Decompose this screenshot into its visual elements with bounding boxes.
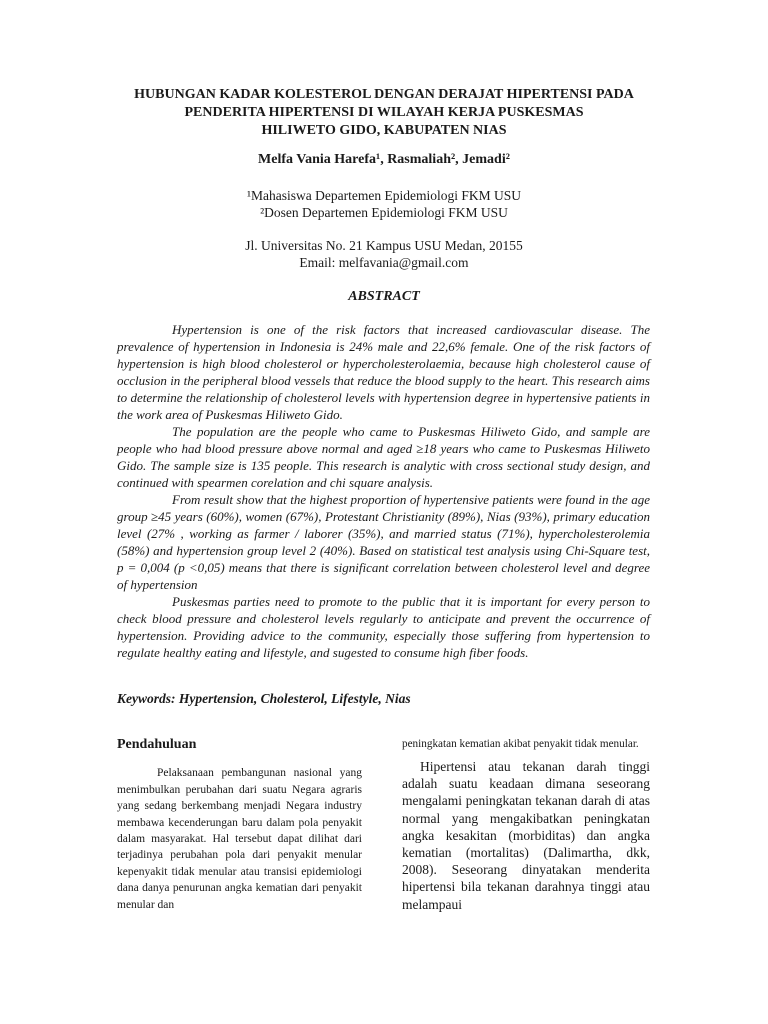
affiliation-1: ¹Mahasiswa Departemen Epidemiologi FKM USU	[246, 188, 521, 203]
abstract-paragraph-3: From result show that the highest proportion of hypertensive patients were found in the age group ≥45 years (60%), women (67%), Protestant Christianity (89%), Nias (93%), primary education level (27% , working as farmer / laborer (35%), and married status (71%), hypercholesterolemia (58%) and hypertension group level 2 (40%). Based on statistical test analysis using Chi-Square test, p = 0,004 (p <0,05) means that there is significant correlation between cholesterol level and degree of hypertension	[117, 492, 650, 592]
section-heading-pendahuluan: Pendahuluan	[117, 737, 197, 752]
abstract-paragraph-2: The population are the people who came to Puskesmas Hiliweto Gido, and sample are people who had blood pressure above normal and aged ≥18 years who came to Puskesmas Hiliweto Gido. The sample size is 135 people. This research is analytic with cross sectional study design, and continued with spearmen corelation and chi square analysis.	[117, 424, 650, 490]
abstract-paragraph-4: Puskesmas parties need to promote to the public that it is important for every person to check blood pressure and cholesterol levels regularly to anticipate and prevent the occurrence of hypertension. Providing advice to the community, especially those suffering from hypertension to regulate healthy eating and lifestyle, and sugested to consume high fiber foods.	[117, 594, 650, 660]
intro-paragraph-1: Pelaksanaan pembangunan nasional yang menimbulkan perubahan dari suatu Negara agraris yang sedang berkembang menjadi Negara industry membawa kecenderungan baru dalam pola penyakit dalam masyarakat. Hal tersebut dapat dilihat dari terjadinya perubahan pola dari penyakit menular kepenyakit tidak menular atau transisi epidemiologi dana danya penurunan angka kematian dari penyakit menular dan	[117, 767, 362, 911]
author-list: Melfa Vania Harefa¹, Rasmaliah², Jemadi²	[258, 152, 510, 167]
keywords-line: Keywords: Hypertension, Cholesterol, Lifestyle, Nias	[117, 691, 411, 706]
affiliations	[100, 187, 668, 221]
intro-paragraph-2: Hipertensi atau tekanan darah tinggi adalah suatu keadaan dimana seseorang mengalami peningkatan tekanan darah di atas normal yang mengakibatkan peningkatan angka kesakitan (morbiditas) dan angka kematian (mortalitas) (Dalimartha, dkk, 2008). Seseorang dinyatakan menderita hipertensi bila tekanan darahnya tinggi atau melampaui	[402, 759, 650, 912]
abstract-body	[117, 321, 650, 661]
email-address: Email: melfavania@gmail.com	[299, 255, 469, 270]
right-column	[402, 737, 650, 913]
title-line-3: HILIWETO GIDO, KABUPATEN NIAS	[261, 123, 507, 138]
title-line-2: PENDERITA HIPERTENSI DI WILAYAH KERJA PUSKESMAS	[184, 105, 584, 120]
abstract-paragraph-1: Hypertension is one of the risk factors that increased cardiovascular disease. The prevalence of hypertension in Indonesia is 24% male and 22,6% female. One of the risk factors of hypertension is high blood cholesterol or hypercholesterolaemia, because high cholesterol cause of occlusion in the peripheral blood vessels that reduce the blood supply to the heart. This research aims to determine the relationship of cholesterol levels with hypertension degree in hypertensive patients in the work area of Puskesmas Hiliweto Gido.	[117, 322, 650, 422]
contact-address	[100, 237, 668, 271]
paper-title	[100, 86, 668, 140]
title-line-1: HUBUNGAN KADAR KOLESTEROL DENGAN DERAJAT HIPERTENSI PADA	[134, 87, 634, 102]
street-address: Jl. Universitas No. 21 Kampus USU Medan, 20155	[245, 238, 523, 253]
affiliation-2: ²Dosen Departemen Epidemiologi FKM USU	[260, 205, 508, 220]
intro-paragraph-1-continued: peningkatan kematian akibat penyakit tidak menular.	[402, 738, 639, 750]
left-column	[117, 737, 362, 913]
abstract-heading: ABSTRACT	[348, 289, 420, 304]
